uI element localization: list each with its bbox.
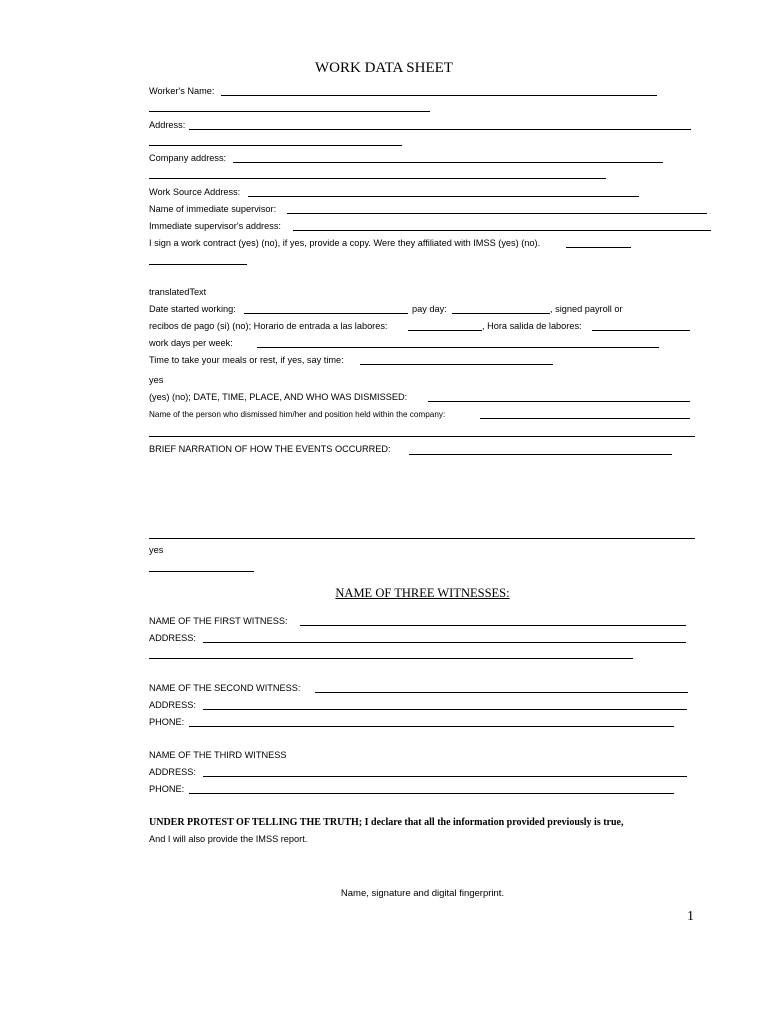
- second-witness-address-field[interactable]: [203, 709, 687, 710]
- yes-note-2: yes: [149, 545, 164, 555]
- pay-day-field[interactable]: [452, 313, 550, 314]
- narration-label: BRIEF NARRATION OF HOW THE EVENTS OCCURRED:: [149, 444, 391, 454]
- witnesses-heading: NAME OF THREE WITNESSES:: [335, 586, 510, 600]
- company-address-label: Company address:: [149, 153, 227, 163]
- second-witness-phone-label: PHONE:: [149, 717, 185, 727]
- address-field-line2[interactable]: [149, 145, 402, 146]
- declaration-statement: [149, 816, 624, 829]
- translated-text-note: translatedText: [149, 287, 207, 297]
- narration-field[interactable]: [409, 454, 672, 455]
- third-witness-address-field[interactable]: [203, 776, 687, 777]
- dismisser-field[interactable]: [480, 418, 690, 419]
- immediate-supervisor-label: Name of immediate supervisor:: [149, 204, 277, 214]
- date-started-label: Date started working:: [149, 304, 236, 314]
- page-number: 1: [687, 909, 694, 924]
- second-witness-label: NAME OF THE SECOND WITNESS:: [149, 683, 301, 693]
- third-witness-label: NAME OF THE THIRD WITNESS: [149, 750, 287, 760]
- contract-answer-field-line2[interactable]: [149, 264, 247, 265]
- third-witness-address-label: ADDRESS:: [149, 767, 196, 777]
- exit-time-label: , Hora salida de labores:: [482, 321, 582, 331]
- first-witness-name-field[interactable]: [300, 625, 686, 626]
- first-witness-address-line2[interactable]: [149, 658, 633, 659]
- third-witness-phone-label: PHONE:: [149, 784, 185, 794]
- immediate-supervisor-field[interactable]: [287, 213, 707, 214]
- work-source-address-label: Work Source Address:: [149, 187, 241, 197]
- dismisser-label: Name of the person who dismissed him/her and position held within the company:: [149, 410, 446, 419]
- yes-note-2-field[interactable]: [149, 571, 254, 572]
- signature-caption: Name, signature and digital fingerprint.: [340, 888, 505, 899]
- worker-name-label: Worker's Name:: [149, 86, 215, 96]
- signed-payroll-label: , signed payroll or: [550, 304, 623, 314]
- third-witness-phone-field[interactable]: [189, 793, 674, 794]
- imss-report-note: And I will also provide the IMSS report.: [149, 834, 308, 844]
- second-witness-phone-field[interactable]: [189, 726, 674, 727]
- work-days-field[interactable]: [257, 347, 659, 348]
- dismissed-field[interactable]: [428, 401, 690, 402]
- pay-day-label: pay day:: [412, 304, 447, 314]
- work-days-label: work days per week:: [149, 338, 233, 348]
- date-started-field[interactable]: [244, 313, 408, 314]
- contract-question: I sign a work contract (yes) (no), if yes, provide a copy. Were they affiliated with IMSS (yes) (no).: [149, 238, 541, 248]
- first-witness-address-field[interactable]: [203, 642, 686, 643]
- dismissed-label: (yes) (no); DATE, TIME, PLACE, AND WHO WAS DISMISSED:: [149, 392, 408, 402]
- narration-field-end-line[interactable]: [149, 538, 695, 539]
- worker-name-field-line2[interactable]: [149, 111, 430, 112]
- entry-time-label: recibos de pago (si) (no); Horario de entrada a las labores:: [149, 321, 388, 331]
- protest-text: UNDER PROTEST OF TELLING THE TRUTH: [149, 817, 359, 828]
- first-witness-address-label: ADDRESS:: [149, 633, 196, 643]
- address-field[interactable]: [189, 129, 691, 130]
- address-label: Address:: [149, 120, 186, 130]
- work-source-address-field[interactable]: [248, 196, 639, 197]
- entry-time-field[interactable]: [408, 330, 482, 331]
- second-witness-address-label: ADDRESS:: [149, 700, 196, 710]
- declare-text: ; I declare that all the information provided previously is true,: [358, 817, 624, 828]
- company-address-field[interactable]: [233, 162, 663, 163]
- supervisor-address-label: Immediate supervisor's address:: [149, 221, 281, 231]
- yes-note-1: yes: [149, 375, 164, 385]
- company-address-field-line2[interactable]: [149, 178, 606, 179]
- meal-time-field[interactable]: [360, 364, 553, 365]
- page-title: WORK DATA SHEET: [315, 60, 453, 76]
- contract-answer-field[interactable]: [566, 247, 631, 248]
- first-witness-label: NAME OF THE FIRST WITNESS:: [149, 616, 288, 626]
- supervisor-address-field[interactable]: [293, 230, 711, 231]
- dismisser-field-line2[interactable]: [149, 436, 695, 437]
- second-witness-name-field[interactable]: [315, 692, 688, 693]
- exit-time-field[interactable]: [592, 330, 690, 331]
- meal-time-label: Time to take your meals or rest, if yes, say time:: [149, 355, 344, 365]
- worker-name-field[interactable]: [221, 95, 657, 96]
